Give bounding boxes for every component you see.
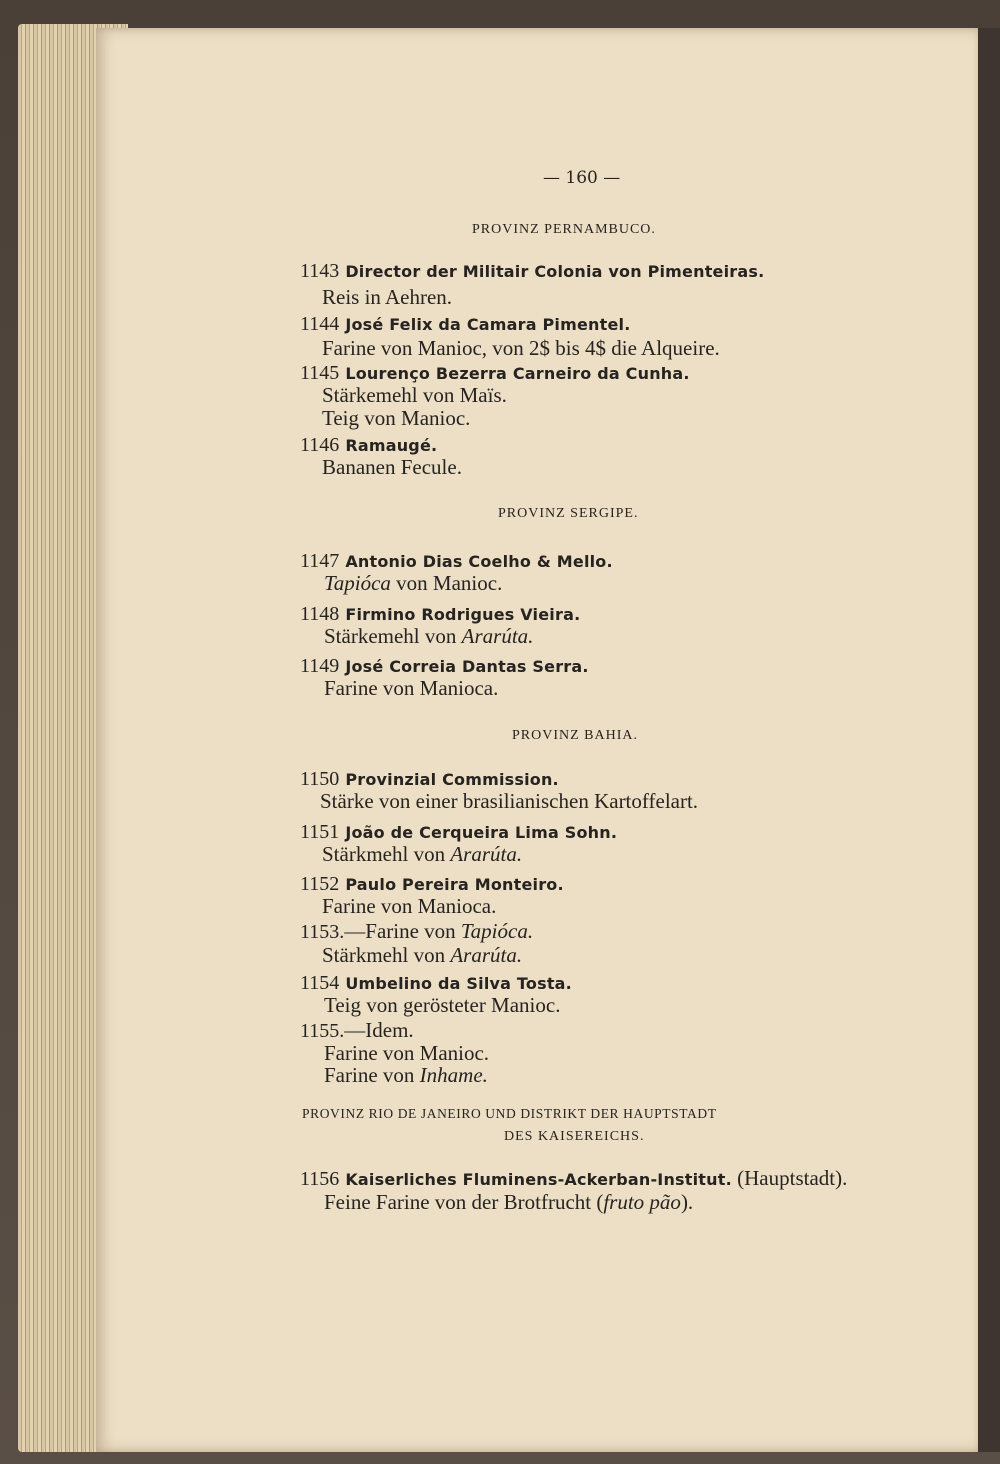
- entry-line: Reis in Aehren.: [322, 285, 453, 309]
- entry-line: Stärkmehl von Ararúta.: [322, 842, 523, 866]
- section-heading-sergipe: PROVINZ SERGIPE.: [498, 506, 639, 521]
- entry-location: (Hauptstadt).: [731, 1166, 848, 1190]
- exhibitor-name: João de Cerqueira Lima Sohn.: [345, 823, 618, 842]
- entry-number: 1155.: [300, 1020, 345, 1042]
- section-heading-bahia: PROVINZ BAHIA.: [512, 728, 638, 743]
- exhibitor-name: Lourenço Bezerra Carneiro da Cunha.: [345, 364, 690, 383]
- entry-line: Farine von Manioca.: [322, 894, 497, 918]
- entry-number: 1154: [300, 972, 340, 994]
- entry-number: 1144: [300, 313, 340, 335]
- entry-1146: [300, 434, 437, 457]
- entry-1151: [300, 821, 617, 844]
- entry-1150: [300, 768, 559, 791]
- entry-number: 1149: [300, 655, 340, 677]
- entry-line: Stärke von einer brasilianischen Kartoffelart.: [320, 789, 699, 813]
- entry-number: 1146: [300, 434, 340, 456]
- entry-1143: [300, 260, 764, 283]
- entry-number: 1152: [300, 873, 340, 895]
- entry-1153: [300, 920, 533, 943]
- entry-1144: [300, 313, 630, 336]
- entry-line: Farine von Manioca.: [324, 676, 499, 700]
- entry-line: Teig von Manioc.: [322, 406, 471, 430]
- entry-line: Farine von Inhame.: [324, 1063, 488, 1087]
- entry-line: Feine Farine von der Brotfrucht (fruto pão).: [324, 1190, 694, 1214]
- exhibitor-name: Kaiserliches Fluminens-Ackerban-Institut.: [345, 1170, 732, 1189]
- entry-1145: [300, 362, 690, 385]
- entry-line: Stärkemehl von Ararúta.: [324, 624, 534, 648]
- entry-line: Teig von gerösteter Manioc.: [324, 993, 561, 1017]
- entry-line: Farine von Manioc.: [324, 1041, 490, 1065]
- entry-number: 1150: [300, 768, 340, 790]
- exhibitor-name: José Felix da Camara Pimentel.: [345, 315, 631, 334]
- entry-1149: [300, 655, 589, 678]
- entry-line: Stärkmehl von Ararúta.: [322, 943, 523, 967]
- exhibitor-name: Director der Militair Colonia von Pimenteiras.: [345, 262, 765, 281]
- entry-number: 1151: [300, 821, 340, 843]
- entry-line: Tapióca von Manioc.: [324, 571, 503, 595]
- entry-1152: [300, 873, 564, 896]
- entry-number: 1145: [300, 362, 340, 384]
- entry-line: Stärkemehl von Maïs.: [322, 383, 507, 407]
- exhibitor-name: Umbelino da Silva Tosta.: [345, 974, 572, 993]
- right-margin-shadow: [978, 28, 1000, 1452]
- entry-line: Farine von Manioc, von 2$ bis 4$ die Alqueire.: [322, 336, 720, 360]
- entry-line: Bananen Fecule.: [322, 455, 462, 479]
- entry-number: 1156: [300, 1168, 340, 1190]
- entry-number: 1147: [300, 550, 340, 572]
- entry-line: —Farine von Tapióca.: [344, 919, 534, 943]
- page-number: — 160 —: [543, 168, 621, 188]
- entry-1147: [300, 550, 613, 573]
- entry-number: 1153.: [300, 921, 345, 943]
- entry-1156: [300, 1167, 847, 1191]
- exhibitor-name: José Correia Dantas Serra.: [345, 657, 589, 676]
- exhibitor-name: Provinzial Commission.: [345, 770, 559, 789]
- entry-1154: [300, 972, 572, 995]
- section-heading-pernambuco: PROVINZ PERNAMBUCO.: [472, 222, 656, 237]
- entry-number: 1143: [300, 260, 340, 282]
- entry-1148: [300, 603, 580, 626]
- exhibitor-name: Ramaugé.: [345, 436, 438, 455]
- entry-number: 1148: [300, 603, 340, 625]
- section-heading-rio-de-janeiro-line2: DES KAISEREICHS.: [504, 1129, 645, 1144]
- exhibitor-name: Antonio Dias Coelho & Mello.: [345, 552, 613, 571]
- section-heading-rio-de-janeiro: PROVINZ RIO DE JANEIRO UND DISTRIKT DER HAUPTSTADT: [302, 1106, 717, 1121]
- exhibitor-name: Paulo Pereira Monteiro.: [345, 875, 564, 894]
- exhibitor-name: Firmino Rodrigues Vieira.: [345, 605, 581, 624]
- entry-1155: [300, 1019, 414, 1042]
- entry-line: —Idem.: [344, 1018, 414, 1042]
